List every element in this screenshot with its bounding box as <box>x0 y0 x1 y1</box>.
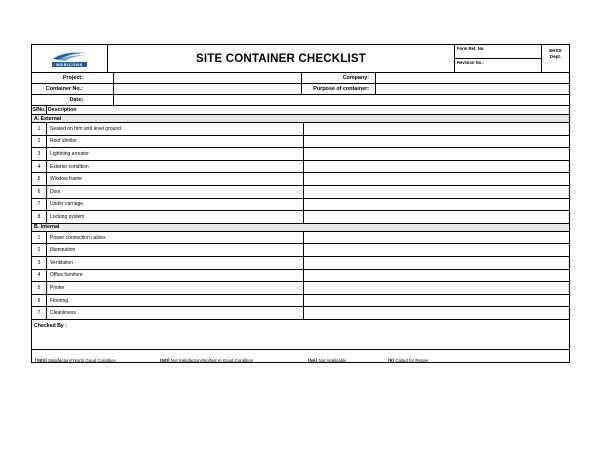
item-number: 5 <box>32 282 47 294</box>
table-row <box>32 136 569 149</box>
item-description: Lightning arrestor <box>47 148 304 160</box>
project-row <box>32 73 569 84</box>
table-row <box>32 257 569 270</box>
legend-repair: [R] Called for Repair <box>388 358 429 363</box>
item-description: Roof shelter <box>47 136 304 148</box>
item-number: 4 <box>32 161 47 173</box>
item-number: 8 <box>32 211 47 223</box>
external-remarks-field[interactable] <box>304 136 569 148</box>
logo-wave-icon <box>51 50 89 62</box>
table-header <box>32 106 569 115</box>
table-row <box>32 161 569 174</box>
container-no-field[interactable] <box>114 84 302 94</box>
table-row <box>32 211 569 224</box>
item-number: 7 <box>32 199 47 211</box>
container-row <box>32 84 569 95</box>
table-row <box>32 173 569 186</box>
item-number: 6 <box>32 295 47 307</box>
item-description: Window frame <box>47 173 304 185</box>
checked-by-label: Checked By : <box>34 322 67 329</box>
table-row <box>32 186 569 199</box>
internal-remarks-field[interactable] <box>304 307 569 319</box>
table-row <box>32 295 569 308</box>
item-number: 3 <box>32 257 47 269</box>
table-row <box>32 123 569 136</box>
item-description: Flooring <box>47 295 304 307</box>
external-remarks-field[interactable] <box>304 173 569 185</box>
purpose-label: Purpose of container: <box>302 84 376 94</box>
item-description: Printer <box>47 282 304 294</box>
container-no-label: Container No.: <box>32 84 114 94</box>
item-number: 7 <box>32 307 47 319</box>
item-number: 1 <box>32 232 47 244</box>
table-row <box>32 270 569 283</box>
item-number: 2 <box>32 244 47 256</box>
item-description: Door <box>47 186 304 198</box>
item-number: 2 <box>32 136 47 148</box>
item-description: Seated on firm and level ground <box>47 123 304 135</box>
legend-no: [NO] Not Satisfactory/No/Not In Good Condition <box>160 358 254 363</box>
item-description: Office furniture <box>47 270 304 282</box>
external-remarks-field[interactable] <box>304 199 569 211</box>
table-row <box>32 307 569 320</box>
legend-yes: [YES] Satisfactory/Yes/In Good Condition <box>35 358 116 363</box>
external-remarks-field[interactable] <box>304 211 569 223</box>
internal-remarks-field[interactable] <box>304 257 569 269</box>
item-description: Illumination <box>47 244 304 256</box>
dept-line-1: EHSS <box>549 48 562 53</box>
table-row <box>32 148 569 161</box>
description-header: Description <box>48 107 77 113</box>
item-number: 6 <box>32 186 47 198</box>
section-internal-header: B. Internal <box>32 224 569 232</box>
item-description: Under carriage <box>47 199 304 211</box>
checklist-form <box>31 44 570 363</box>
legend-na: [NA] Not Applicable <box>308 358 347 363</box>
date-row <box>32 95 569 106</box>
form-title: SITE CONTAINER CHECKLIST <box>108 45 455 72</box>
company-logo <box>32 45 108 72</box>
internal-remarks-field[interactable] <box>304 282 569 294</box>
internal-remarks-field[interactable] <box>304 295 569 307</box>
item-description: Locking system <box>47 211 304 223</box>
company-label: Company: <box>302 73 376 83</box>
company-field[interactable] <box>376 73 569 83</box>
dept-label <box>542 45 569 72</box>
project-field[interactable] <box>114 73 302 83</box>
item-description: Ventilation <box>47 257 304 269</box>
internal-remarks-field[interactable] <box>304 270 569 282</box>
form-header <box>32 45 569 73</box>
item-description: Cleanliness <box>47 307 304 319</box>
external-remarks-field[interactable] <box>304 148 569 160</box>
section-external-header: A. External <box>32 115 569 123</box>
external-remarks-field[interactable] <box>304 161 569 173</box>
form-ref-block <box>455 45 542 72</box>
table-row <box>32 232 569 245</box>
external-remarks-field[interactable] <box>304 186 569 198</box>
item-number: 5 <box>32 173 47 185</box>
project-label: Project: <box>32 73 114 83</box>
date-field[interactable] <box>114 95 569 105</box>
date-label: Date: <box>32 95 114 105</box>
item-number: 1 <box>32 123 47 135</box>
table-row <box>32 282 569 295</box>
form-ref-label: Form Ref. No. <box>455 45 541 59</box>
checked-by-field[interactable] <box>32 320 569 350</box>
item-number: 3 <box>32 148 47 160</box>
external-remarks-field[interactable] <box>304 123 569 135</box>
internal-remarks-field[interactable] <box>304 244 569 256</box>
table-row <box>32 199 569 212</box>
item-description: Exterior condition <box>47 161 304 173</box>
sno-header: S/No. <box>32 107 46 113</box>
logo-wordmark: WEBICONS <box>52 62 87 67</box>
item-description: Power connection cables <box>47 232 304 244</box>
table-row <box>32 244 569 257</box>
item-number: 4 <box>32 270 47 282</box>
internal-remarks-field[interactable] <box>304 232 569 244</box>
dept-line-2: Dept. <box>549 54 562 59</box>
revision-label: Revision No.: <box>457 60 484 65</box>
purpose-field[interactable] <box>376 84 569 94</box>
